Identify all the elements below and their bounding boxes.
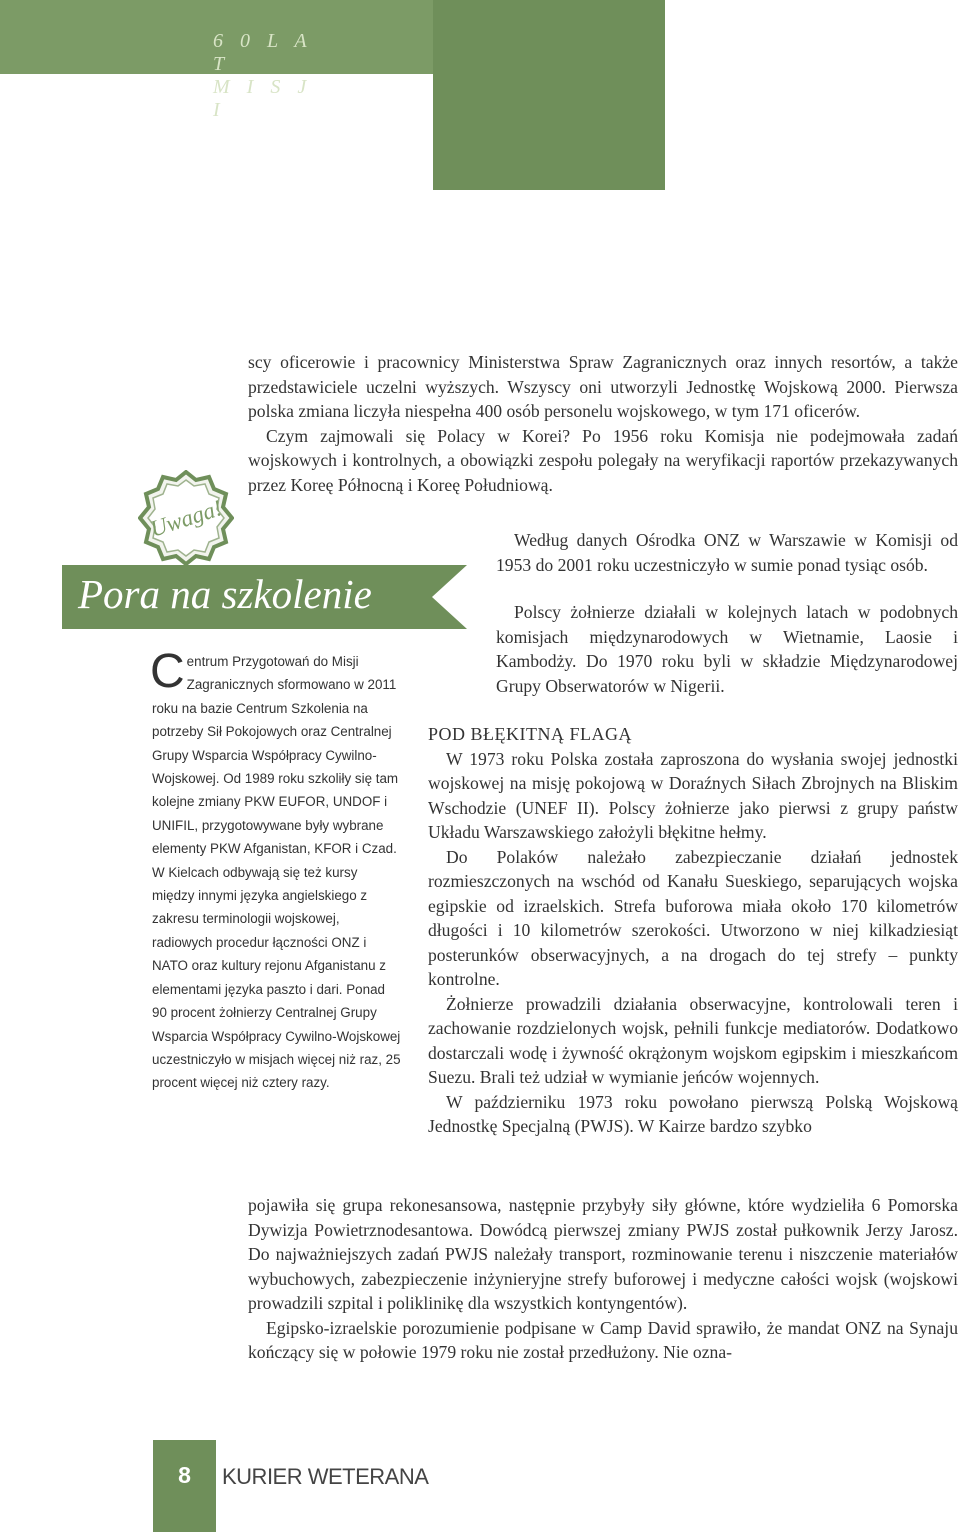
page-number: 8 bbox=[178, 1462, 191, 1488]
article-paragraph-3: Według danych Ośrodka ONZ w Warszawie w Komisji od 1953 do 2001 roku uczestniczyło w sumie ponad tysiąc osób. bbox=[496, 530, 958, 575]
sidebar-box bbox=[150, 645, 402, 1095]
sidebar-title: Pora na szkolenie bbox=[78, 571, 372, 617]
series-title-line2: M I S J I bbox=[213, 76, 313, 121]
header-band-right bbox=[433, 0, 665, 190]
article-paragraph-9: Egipsko-izraelskie porozumienie podpisane w Camp David sprawiło, że mandat ONZ na Synaju kończący się w połowie 1979 roku nie został przedłużony. Nie ozna- bbox=[248, 1317, 958, 1362]
article-paragraph-4: Polscy żołnierze działali w kolejnych latach w podobnych komisjach międzynarodowych w Wietnamie, Laosie i Kambodży. Do 1970 roku byli w składzie Międzynarodowej Grupy Obserwatorów w Nigerii. bbox=[496, 602, 958, 696]
badge-label: Uwaga! bbox=[147, 495, 226, 542]
article-mid2 bbox=[496, 600, 958, 698]
sidebar-body: entrum Przygotowań do Misji Zagranicznych sformowano w 2011 roku na bazie Centrum Szkolenia na potrzeby Sił Pokojowych oraz Centralnej Grupy Wsparcia Współpracy Cywilno-Wojskowej. Od 1989 roku szkoliły się tam kolejne zmiany PKW EUFOR, UNDOF i UNIFIL, przygotowywane były wybrane elementy PKW Afganistan, KFOR i Czad. W Kielcach odbywają się też kursy między innymi języka angielskiego z zakresu terminologii wojskowej, radiowych procedur łączności ONZ i NATO oraz kultury rejonu Afganistanu z elementami języka paszto i dari. Ponad 90 procent żołnierzy Centralnej Grupy Wsparcia Współpracy Cywilno-Wojskowej uczestniczyło w misjach więcej niż raz, 25 procent więcej niż cztery razy. bbox=[152, 654, 401, 1091]
warning-badge-icon bbox=[138, 470, 234, 566]
article-right bbox=[428, 722, 958, 1139]
series-title-line1: 6 0 L A T bbox=[213, 30, 313, 75]
section-heading: POD BŁĘKITNĄ FLAGĄ bbox=[428, 724, 632, 744]
article-top bbox=[248, 350, 958, 497]
article-paragraph-8b: pojawiła się grupa rekonesansowa, następnie przybyły siły główne, które wydzieliła 6 Pomorska Dywizja Powietrznodesantowa. Dowódcą pierwszej zmiany PWJS został pułkownik Jerzy Jarosz. Do najważniejszych zadań PWJS należały transport, rozminowanie terenu i niszczenie materiałów wybuchowych, zabezpieczenie inżynieryjne strefy buforowej i medyczne całości wojsk (wojskowi prowadzili szpital i poliklinikę dla wszystkich kontyngentów). bbox=[248, 1195, 958, 1313]
article-paragraph-5: W 1973 roku Polska została zaproszona do wysłania swojej jednostki wojskowej na misję pokojową w Doraźnych Siłach Zbrojnych na Bliskim Wschodzie (UNEF II). Polscy żołnierze jako pierwsi z grupy państw Układu Warszawskiego założyli błękitne hełmy. bbox=[428, 748, 958, 842]
article-paragraph-1: scy oficerowie i pracownicy Ministerstwa Spraw Zagranicznych oraz innych resortów, a także przedstawiciele uczelni wyższych. Wszyscy oni utworzyli Jednostkę Wojskową 2000. Pierwsza polska zmiana liczyła niespełna 400 osób personelu wojskowego, w tym 171 oficerów. bbox=[248, 352, 958, 421]
article-paragraph-7: Żołnierze prowadzili działania obserwacyjne, kontrolowali teren i zachowanie rozdzielonych wojsk, pełnili funkcje mediatorów. Dodatkowo dostarczali wodę i żywność okrążonym wojskom egipskim i mieszkańcom Suezu. Brali też udział w wymianie jeńców wojennych. bbox=[428, 993, 958, 1087]
publication-name: KURIER WETERANA bbox=[222, 1464, 429, 1489]
sidebar-dropcap: C bbox=[150, 645, 185, 698]
series-title bbox=[213, 30, 333, 122]
article-paragraph-6: Do Polaków należało zabezpieczanie działań jednostek rozmieszczonych na wschód od Kanału Sueskiego, separujących wojska egipskie od izraelskich. Strefa buforowa miała około 170 kilometrów długości i 10 kilometrów szerokości. Utworzono w niej kilkadziesiąt posterunków obserwacyjnych, a na drogach do tej strefy – punkty kontrolne. bbox=[428, 846, 958, 989]
article-paragraph-2: Czym zajmowali się Polacy w Korei? Po 1956 roku Komisja nie podejmowała zadań wojskowych i kontrolnych, a obowiązki zespołu polegały na weryfikacji raportów przekazywanych przez Koreę Północną i Koreę Południową. bbox=[248, 425, 958, 495]
article-paragraph-8a: W październiku 1973 roku powołano pierwszą Polską Wojskową Jednostkę Specjalną (PWJS). W Kairze bardzo szybko bbox=[428, 1091, 958, 1136]
article-mid bbox=[496, 528, 958, 577]
article-bottom bbox=[248, 1193, 958, 1365]
